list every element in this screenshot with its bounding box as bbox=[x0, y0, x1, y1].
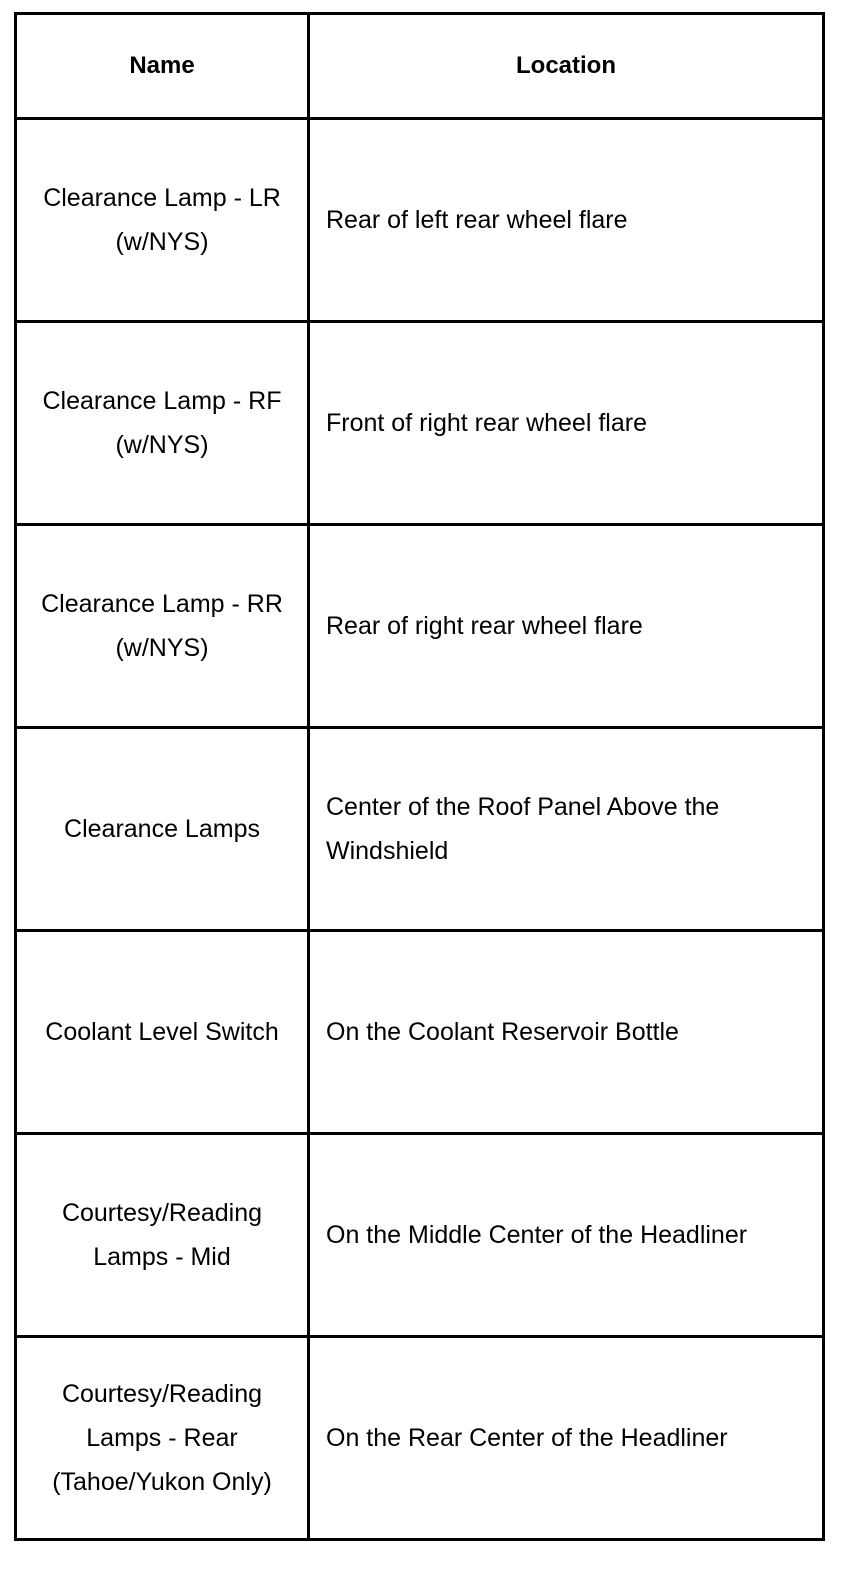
row-location-cell: Center of the Roof Panel Above the Windshield bbox=[309, 728, 824, 931]
row-location-cell: On the Rear Center of the Headliner bbox=[309, 1337, 824, 1540]
table-row bbox=[16, 728, 824, 931]
row-location-cell: Rear of right rear wheel flare bbox=[309, 525, 824, 728]
row-location-cell: On the Coolant Reservoir Bottle bbox=[309, 931, 824, 1134]
column-header-name: Name bbox=[16, 14, 309, 119]
row-name-cell: Courtesy/Reading Lamps - Mid bbox=[16, 1134, 309, 1337]
table-row bbox=[16, 1337, 824, 1540]
row-name-cell: Courtesy/Reading Lamps - Rear (Tahoe/Yukon Only) bbox=[16, 1337, 309, 1540]
column-header-location: Location bbox=[309, 14, 824, 119]
row-location-cell: Front of right rear wheel flare bbox=[309, 322, 824, 525]
table-row bbox=[16, 931, 824, 1134]
row-name-cell: Clearance Lamp - RF (w/NYS) bbox=[16, 322, 309, 525]
table-header-row bbox=[16, 14, 824, 119]
component-location-table bbox=[14, 12, 825, 1541]
row-name-cell: Clearance Lamp - LR (w/NYS) bbox=[16, 119, 309, 322]
row-location-cell: On the Middle Center of the Headliner bbox=[309, 1134, 824, 1337]
row-name-cell: Clearance Lamp - RR (w/NYS) bbox=[16, 525, 309, 728]
table-row bbox=[16, 119, 824, 322]
component-location-table-container bbox=[14, 12, 825, 1541]
table-row bbox=[16, 525, 824, 728]
row-name-cell: Coolant Level Switch bbox=[16, 931, 309, 1134]
table-row bbox=[16, 1134, 824, 1337]
row-name-cell: Clearance Lamps bbox=[16, 728, 309, 931]
table-row bbox=[16, 322, 824, 525]
row-location-cell: Rear of left rear wheel flare bbox=[309, 119, 824, 322]
